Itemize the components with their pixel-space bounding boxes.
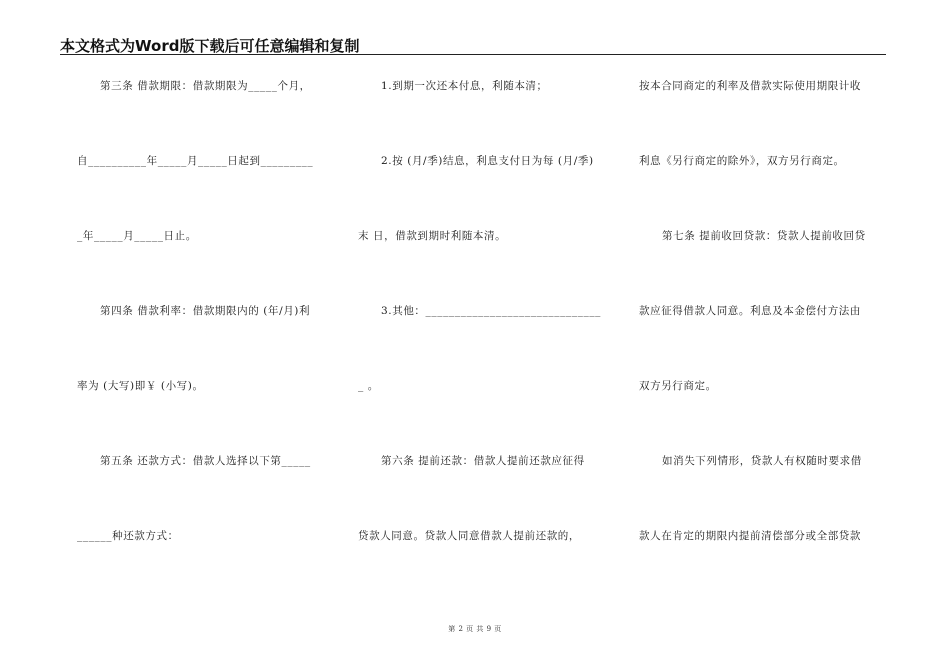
- col3-line-1: 按本合同商定的利率及借款实际使用期限计收: [639, 80, 861, 92]
- document-header-title: 本文格式为Word版下载后可任意编辑和复制: [60, 37, 360, 55]
- col1-line-7: ______种还款方式：: [77, 530, 179, 542]
- col3-line-7: 款人在肯定的期限内提前清偿部分或全部贷款: [639, 530, 861, 542]
- col2-line-2: 2.按 (月/季)结息，利息支付日为每 (月/季): [381, 155, 594, 167]
- col1-line-2: 自__________年_____月_____日起到_________: [77, 155, 314, 167]
- col2-line-5: _ 。: [358, 380, 379, 392]
- col2-line-7: 贷款人同意。贷款人同意借款人提前还款的，: [358, 530, 580, 542]
- col1-line-1: 第三条 借款期限：借款期限为_____个月，: [100, 80, 311, 92]
- col1-line-5: 率为 (大写)即￥ (小写)。: [77, 380, 204, 392]
- col3-line-3: 第七条 提前收回贷款：贷款人提前收回贷: [662, 230, 866, 242]
- col2-line-6: 第六条 提前还款：借款人提前还款应征得: [381, 455, 585, 467]
- col2-line-4: 3.其他：______________________________: [381, 305, 602, 317]
- col2-line-1: 1.到期一次还本付息，利随本清；: [381, 80, 548, 92]
- col1-line-3: _年_____月_____日止。: [77, 230, 197, 242]
- col1-line-4: 第四条 借款利率：借款期限内的 (年/月)利: [100, 305, 311, 317]
- col2-line-3: 末 日，借款到期时利随本清。: [358, 230, 507, 242]
- col3-line-4: 款应征得借款人同意。利息及本金偿付方法由: [639, 305, 861, 317]
- col3-line-6: 如消失下列情形，贷款人有权随时要求借: [662, 455, 862, 467]
- header-divider: [60, 54, 886, 55]
- page-number-footer: 第 2 页 共 9 页: [448, 625, 502, 633]
- col3-line-2: 利息《另行商定的除外》，双方另行商定。: [639, 155, 845, 167]
- col1-line-6: 第五条 还款方式：借款人选择以下第_____: [100, 455, 311, 467]
- col3-line-5: 双方另行商定。: [639, 380, 717, 392]
